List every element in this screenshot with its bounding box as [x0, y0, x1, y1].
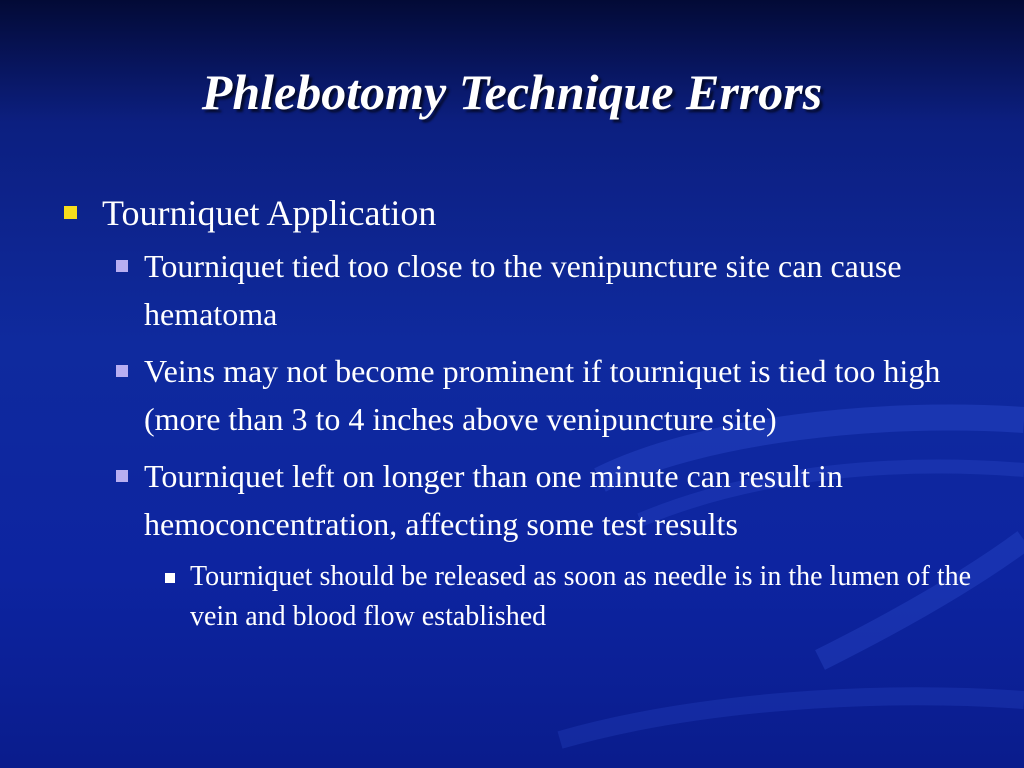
- square-bullet-icon: [64, 206, 77, 219]
- bullet-item-level3: [144, 557, 982, 637]
- bullet-list: [62, 188, 982, 637]
- square-bullet-icon: [116, 470, 128, 482]
- bullet-text: Tourniquet should be released as soon as needle is in the lumen of the vein and blood flow established: [190, 561, 972, 632]
- square-bullet-icon: [116, 365, 128, 377]
- square-bullet-icon: [116, 260, 128, 272]
- bullet-item-level2: [104, 242, 982, 338]
- bullet-text: Tourniquet Application: [102, 193, 437, 233]
- bullet-text: Tourniquet tied too close to the venipuncture site can cause hematoma: [144, 248, 902, 332]
- slide-title: Phlebotomy Technique Errors: [201, 64, 823, 120]
- bullet-item-level2: [104, 347, 982, 443]
- bullet-item-level2: [104, 452, 982, 548]
- bullet-text: Tourniquet left on longer than one minute can result in hemoconcentration, affecting some test results: [144, 458, 843, 542]
- square-bullet-icon: [165, 573, 175, 583]
- bullet-item-level1: [62, 188, 982, 238]
- bullet-text: Veins may not become prominent if tourniquet is tied too high (more than 3 to 4 inches above venipuncture site): [144, 353, 941, 437]
